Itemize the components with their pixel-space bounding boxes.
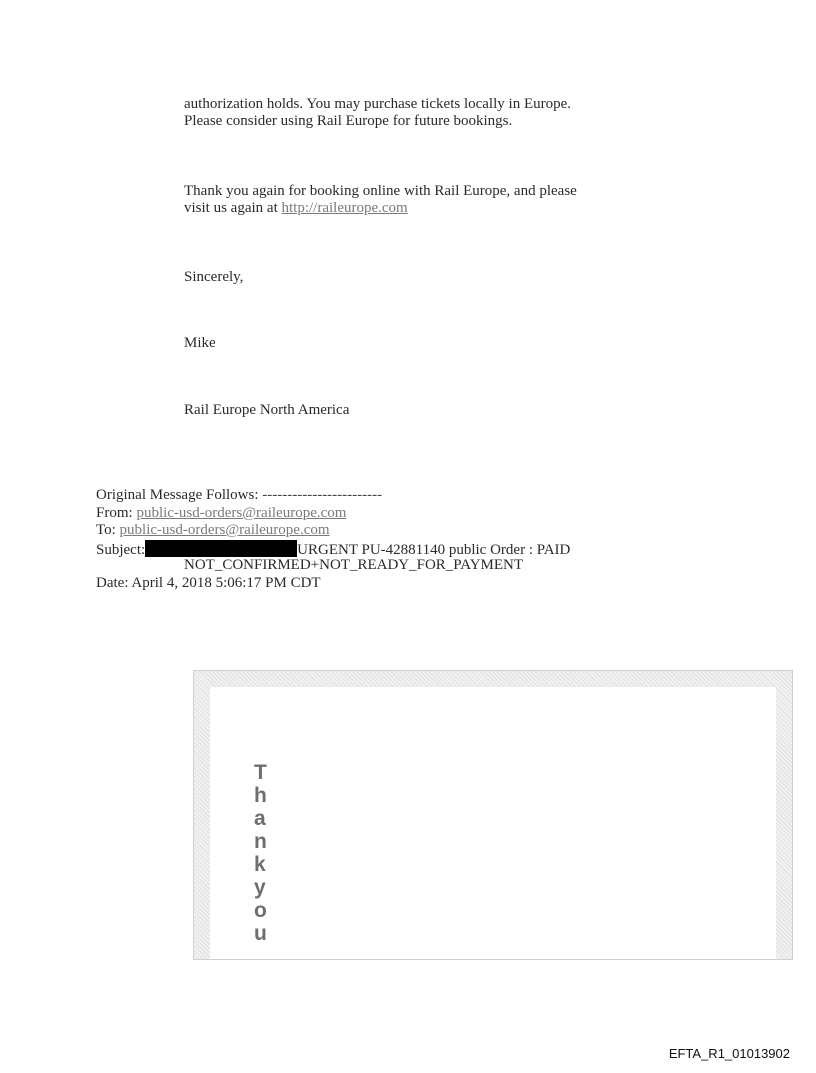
to-label: To: <box>96 522 120 538</box>
date-line: Date: April 4, 2018 5:06:17 PM CDT <box>96 575 321 591</box>
original-message-label: Original Message Follows: <box>96 487 263 503</box>
signature-name: Mike <box>184 335 216 351</box>
raileurope-link[interactable]: http://raileurope.com <box>281 200 408 216</box>
original-message-header <box>96 487 696 504</box>
letter-n: n <box>254 830 267 853</box>
from-label: From: <box>96 505 137 521</box>
letter-h: h <box>254 784 267 807</box>
subject-text: URGENT PU-42881140 public Order : PAID <box>297 542 571 558</box>
original-message-dashes: ------------------------ <box>262 487 383 503</box>
closing: Sincerely, <box>184 269 244 285</box>
letter-y: y <box>254 876 266 899</box>
embedded-email-frame <box>193 670 793 960</box>
to-email-link[interactable]: public-usd-orders@raileurope.com <box>119 522 330 538</box>
to-line <box>96 522 696 539</box>
paragraph-1-line-1: authorization holds. You may purchase tickets locally in Europe. <box>184 96 572 112</box>
paragraph-2-line-2 <box>184 200 704 217</box>
letter-a: a <box>254 807 266 830</box>
paragraph-2-line-1: Thank you again for booking online with Rail Europe, and please <box>184 183 577 199</box>
document-id: EFTA_R1_01013902 <box>668 1046 790 1061</box>
body-paragraph-1 <box>184 96 704 130</box>
embedded-email-content <box>210 687 776 959</box>
letter-k: k <box>254 853 266 876</box>
subject-continuation: NOT_CONFIRMED+NOT_READY_FOR_PAYMENT <box>184 557 524 573</box>
subject-label: Subject: <box>96 542 146 558</box>
signature-org: Rail Europe North America <box>184 402 350 418</box>
from-email-link[interactable]: public-usd-orders@raileurope.com <box>136 505 347 521</box>
paragraph-2-line-2-prefix: visit us again at <box>184 200 282 216</box>
letter-t: T <box>254 761 267 784</box>
paragraph-1-line-2: Please consider using Rail Europe for future bookings. <box>184 113 513 129</box>
letter-o: o <box>254 899 267 922</box>
from-line <box>96 505 696 522</box>
body-paragraph-2 <box>184 183 704 217</box>
redaction-bar <box>145 540 297 557</box>
thank-you-vertical-text <box>254 761 274 945</box>
letter-u: u <box>254 922 267 945</box>
